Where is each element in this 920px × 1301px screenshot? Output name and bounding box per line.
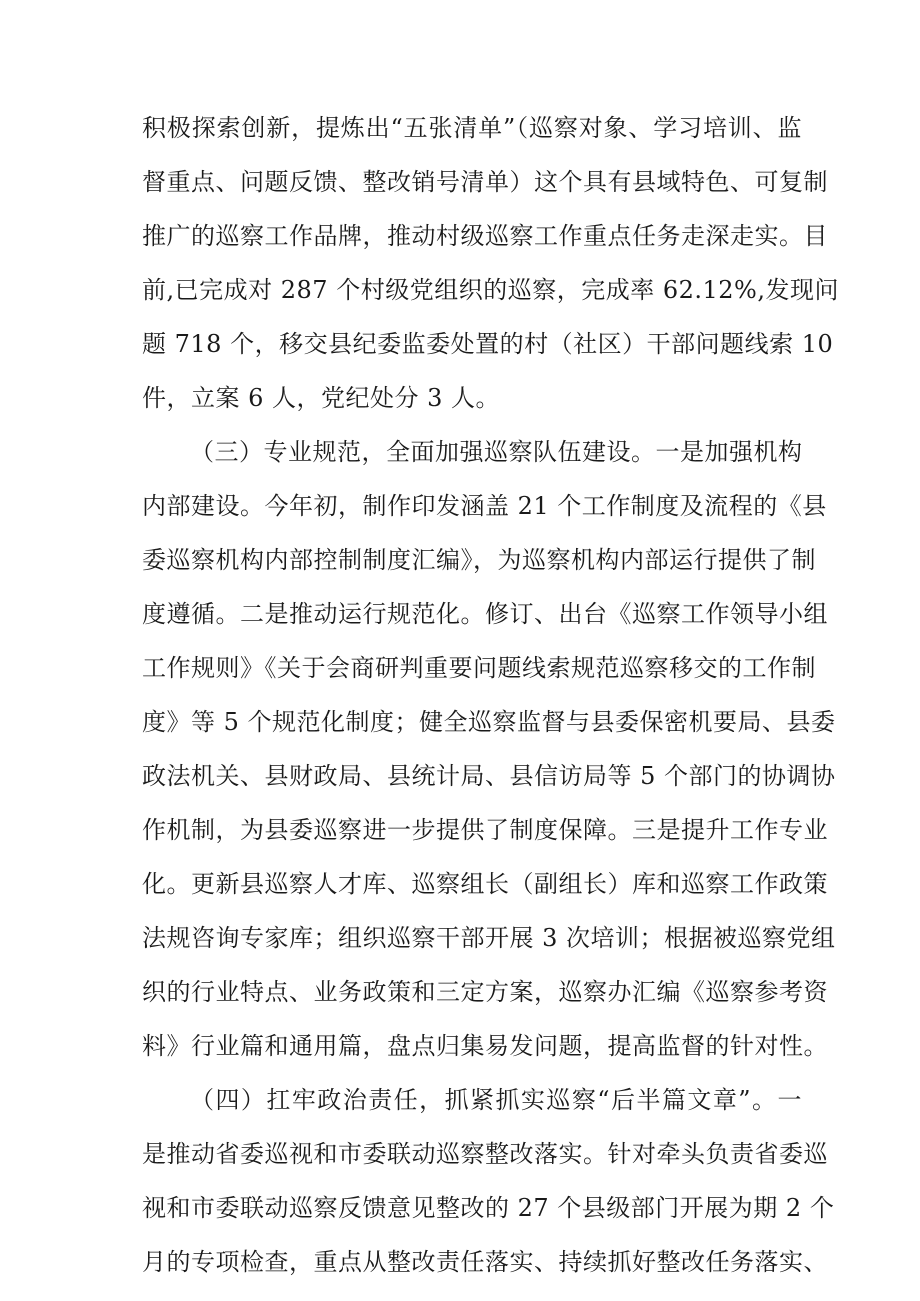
paragraph-2-line-7: 政法机关、县财政局、县统计局、县信访局等 5 个部门的协调协: [142, 762, 836, 790]
paragraph-2-line-12: 料》行业篇和通用篇，盘点归集易发问题，提高监督的针对性。: [142, 1032, 828, 1060]
paragraph-3-line-3: 视和市委联动巡察反馈意见整改的 27 个县级部门开展为期 2 个: [142, 1194, 835, 1222]
paragraph-2-line-6: 度》等 5 个规范化制度；健全巡察监督与县委保密机要局、县委: [142, 708, 836, 736]
paragraph-3-line-1: （四）扛牢政治责任，抓紧抓实巡察“后半篇文章”。一: [190, 1086, 802, 1114]
paragraph-2-line-4: 度遵循。二是推动运行规范化。修订、出台《巡察工作领导小组: [142, 600, 828, 628]
paragraph-3-line-2: 是推动省委巡视和市委联动巡察整改落实。针对牵头负责省委巡: [142, 1140, 828, 1168]
paragraph-1-line-2: 督重点、问题反馈、整改销号清单）这个具有县域特色、可复制: [142, 168, 828, 196]
paragraph-1-line-1: 积极探索创新，提炼出“五张清单”（巡察对象、学习培训、监: [142, 114, 802, 142]
paragraph-2-line-3: 委巡察机构内部控制制度汇编》，为巡察机构内部运行提供了制: [142, 546, 816, 574]
paragraph-1-line-5: 题 718 个，移交县纪委监委处置的村（社区）干部问题线索 10: [142, 330, 834, 358]
paragraph-2-line-5: 工作规则》《关于会商研判重要问题线索规范巡察移交的工作制: [142, 654, 816, 682]
paragraph-1-line-6: 件，立案 6 人，党纪处分 3 人。: [142, 384, 501, 412]
paragraph-2-line-2: 内部建设。今年初，制作印发涵盖 21 个工作制度及流程的《县: [142, 492, 827, 520]
paragraph-1-line-4: 前,已完成对 287 个村级党组织的巡察，完成率 62.12%,发现问: [142, 276, 839, 304]
paragraph-2-line-1: （三）专业规范，全面加强巡察队伍建设。一是加强机构: [190, 438, 803, 466]
paragraph-2-line-9: 化。更新县巡察人才库、巡察组长（副组长）库和巡察工作政策: [142, 870, 828, 898]
paragraph-2-line-10: 法规咨询专家库；组织巡察干部开展 3 次培训；根据被巡察党组: [142, 924, 836, 952]
paragraph-3-line-4: 月的专项检查，重点从整改责任落实、持续抓好整改任务落实、: [142, 1248, 828, 1276]
paragraph-2-line-8: 作机制，为县委巡察进一步提供了制度保障。三是提升工作专业: [142, 816, 828, 844]
paragraph-2-line-11: 织的行业特点、业务政策和三定方案，巡察办汇编《巡察参考资: [142, 978, 828, 1006]
paragraph-1-line-3: 推广的巡察工作品牌，推动村级巡察工作重点任务走深走实。目: [142, 222, 828, 250]
